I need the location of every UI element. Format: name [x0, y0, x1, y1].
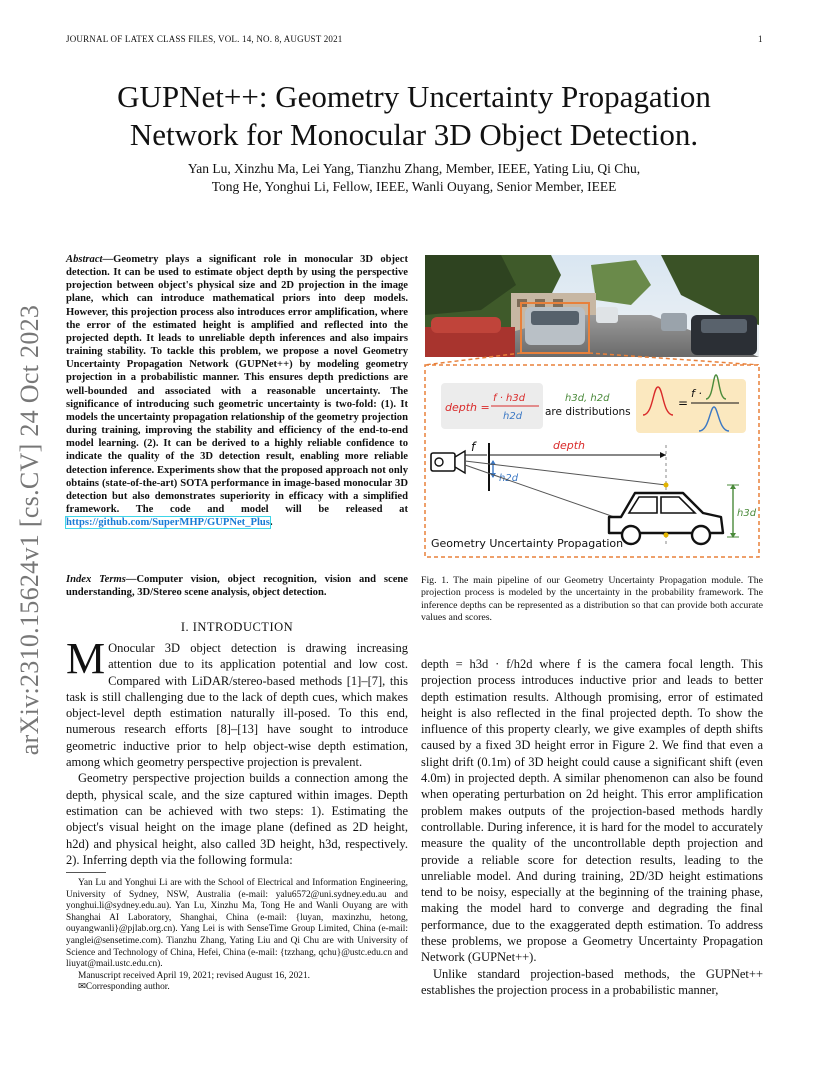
envelope-icon: ✉ — [78, 982, 86, 993]
camera-icon — [431, 451, 465, 473]
abstract-text: Geometry plays a significant role in monocular 3D object detection. It can be used to estimate object depth by using the perspective projection between object's physical size and 2D projection in the image plane, which can introduce mathematical priors into deep models. However, this projection process also introduces error amplification, where the error of the estimated height is amplified and reflected into the projected depth. It leads to unreliable depth inferences and also impairs training stability. To tackle this problem, we propose a novel Geometry Uncertainty Propagation Network (GUPNet++) by modeling geometry projection in a probabilistic manner. This ensures depth predictions are well-bounded and associated with a reasonable uncertainty. The significance of introducing such geometric uncertainty is two-fold: (1). It models the uncertainty propagation relationship of the geometry projection during training, improving the stability and efficiency of the end-to-end model learning. (2). It can be derived to a highly reliable confidence to indicate the quality of the 3D detection result, enabling more reliable detection inference. Experiments show that the proposed approach not only obtains (state-of-the-art) SOTA performance in image-based monocular 3D detection but also demonstrates superiority in efficacy with a simplified framework. The code and model will be released at — [66, 254, 408, 515]
index-label: Index Terms — [66, 574, 126, 585]
code-link[interactable]: https://github.com/SuperMHP/GUPNet_Plus — [66, 517, 270, 529]
figure-footer-label: Geometry Uncertainty Propagation — [431, 537, 624, 550]
h3d-label: h3d — [737, 508, 757, 519]
footnote-affiliations: Yan Lu and Yonghui Li are with the School of Electrical and Information Engineering, University of Sydney, NSW, Australia (e-mail: yalu6572@uni.sydney.edu.au and yonghui.li@sydney.edu.au). Yan Lu, Xinzhu Ma, Tong He and Wanli Ouyang are with Shanghai AI Laboratory, Shanghai, China (e-mail: {luyan, maxinzhu, hetong, ouyangwanli}@pjlab.org.cn). Yang Lei is with SenseTime Group Limited, China (e-mail: yanglei@sensetime.com). Tianzhu Zhang, Yating Liu and Qi Chu are with University of Science and Technology of China, Hefei, China (e-mail: {tzzhang, qchu}@ustc.edu.cn and liuyat@mail.ustc.edu.cn). — [66, 878, 408, 970]
abstract-label: Abstract — [66, 254, 103, 265]
figure-caption: Fig. 1. The main pipeline of our Geometry Uncertainty Propagation module. The projection process is modeled by the uncertainty in the probability framework. The inference depths can be represented as a distribution so that can provide both accurate values and scores. — [421, 575, 763, 623]
intro-text — [66, 634, 408, 868]
index-text: Computer vision, object recognition, vision and scene understanding, 3D/Stereo scene analysis, object detection. — [66, 574, 408, 599]
intro-paragraph-2: Geometry perspective projection builds a connection among the depth, physical scale, and the size captured within images. Depth estimation can be achieved with two steps: 1). Estimating the object's visual height on the image plane (defined as 2D height, h2d) and physical height, also called 3D height, h3d, respectively. 2). Inferring depth via the following formula: — [66, 771, 408, 867]
right-column-text — [421, 656, 763, 998]
street-photo — [425, 255, 759, 357]
right-paragraph-2: Unlike standard projection-based methods, the GUPNet++ establishes the projection process in a probabilistic manner, — [421, 966, 763, 997]
h2d-label: h2d — [499, 473, 519, 484]
footnote-corresponding — [66, 982, 408, 994]
footnotes — [66, 878, 408, 994]
depth-label: depth — [553, 439, 586, 452]
svg-text:=: = — [678, 396, 689, 410]
formula-numerator: f · h3d — [493, 393, 526, 404]
abstract: Abstract—Geometry plays a significant role in monocular 3D object detection. It can be used to estimate object depth by using the perspective projection between object's physical size and 2D projection in the image plane, which can introduce mathematical priors into deep models. However, this projection process also introduces error amplification, where the error of the estimated height is amplified and reflected into the projected depth. It leads to unreliable depth inferences and also impairs training stability. To tackle this problem, we propose a novel Geometry Uncertainty Propagation Network (GUPNet++) by modeling geometry projection in a probabilistic manner. This ensures depth predictions are well-bounded and associated with a reasonable uncertainty. The significance of introducing such geometric uncertainty is two-fold: (1). It models the uncertainty propagation relationship of the geometry projection during training, improving the stability and efficiency of the end-to-end model learning. (2). It can be derived to a highly reliable confidence to indicate the quality of the 3D detection result, enabling more reliable detection inference. Experiments show that the proposed approach not only obtains (state-of-the-art) SOTA performance in image-based monocular 3D detection but also demonstrates superiority in efficacy with a simplified framework. The code and model will be released at https://github.com/SuperMHP/GUPNet_Plus. — [66, 254, 408, 529]
footnote-manuscript: Manuscript received April 19, 2021; revised August 16, 2021. — [78, 970, 310, 981]
running-header: JOURNAL OF LATEX CLASS FILES, VOL. 14, NO. 8, AUGUST 2021 — [66, 34, 343, 44]
dist-f: f · — [691, 387, 702, 400]
section-title: I. INTRODUCTION — [180, 620, 294, 634]
formula-denominator: h2d — [503, 411, 523, 422]
authors-line-1: Yan Lu, Xinzhu Ma, Lei Yang, Tianzhu Zhang, Member, IEEE, Yating Liu, Qi Chu, — [187, 161, 641, 176]
paper-title — [66, 78, 762, 154]
footnote-rule — [66, 872, 106, 873]
right-paragraph-1: depth = h3d · f/h2d where f is the camera focal length. This projection process introduces inductive prior and leads to better depth estimation results. Although promising, error of estimated height is also reflected in the final projected depth. To show the influence of this property clearly, we give examples of depth shifts caused by a fixed 3D height error in Figure 2. We find that even a slight drift (0.1m) of 3D height could cause a significant shift (even 4.0m) in projected depth. A similar phenomenon can also be found when operating perturbation on 2d height. This error amplification problem makes outputs of the projection-based methods hardly controllable. During inference, it is hard for the model to accurately measure the quality of the uncontrollable depth projection and provide a reliable score for detection results, leading to the unreliable model. And during training, 2D/3D height estimations tend to be noisy, especially at the beginning of the training phase, making the model hard to converge and degrading the final performance, due to the exaggerated depth estimation. To address these problems, we propose a Geometry Uncertainty Propagation Network (GUPNet++). — [421, 657, 763, 965]
authors-line-2: Tong He, Yonghui Li, Fellow, IEEE, Wanli Ouyang, Senior Member, IEEE — [211, 179, 617, 194]
index-terms: Index Terms—Computer vision, object recognition, vision and scene understanding, 3D/Stereo scene analysis, object detection. — [66, 574, 408, 599]
figure-1-svg — [421, 255, 761, 560]
formula-depth: depth = — [445, 401, 490, 414]
intro-paragraph-1: Onocular 3D object detection is drawing increasing attention due to its application potential and low cost. Compared with LiDAR/stereo-based methods [1]–[7], this task is still challenging due to the lack of depth cues, which makes object-level depth estimation naturally ill-posed. To this end, numerous research efforts [8]–[13] have sought to introduce geometric inductive prior to help object-wise depth estimation, among which geometry perspective projection is prevalent. — [66, 641, 408, 770]
arxiv-stamp-text: arXiv:2310.15624v1 [cs.CV] 24 Oct 2023 — [15, 304, 44, 756]
title-line-1: GUPNet++: Geometry Uncertainty Propagation — [117, 79, 711, 114]
page-number: 1 — [758, 34, 763, 44]
footnote-corresponding-text: Corresponding author. — [85, 982, 170, 993]
title-line-2: Network for Monocular 3D Object Detection. — [129, 117, 699, 152]
arxiv-stamp — [10, 290, 50, 770]
distribution-text: are distributions — [545, 406, 631, 418]
figure-1 — [421, 255, 761, 560]
distribution-vars: h3d, h2d — [565, 393, 610, 404]
drop-cap: M — [66, 634, 106, 683]
focal-label: f — [471, 440, 476, 454]
author-list — [66, 160, 762, 196]
